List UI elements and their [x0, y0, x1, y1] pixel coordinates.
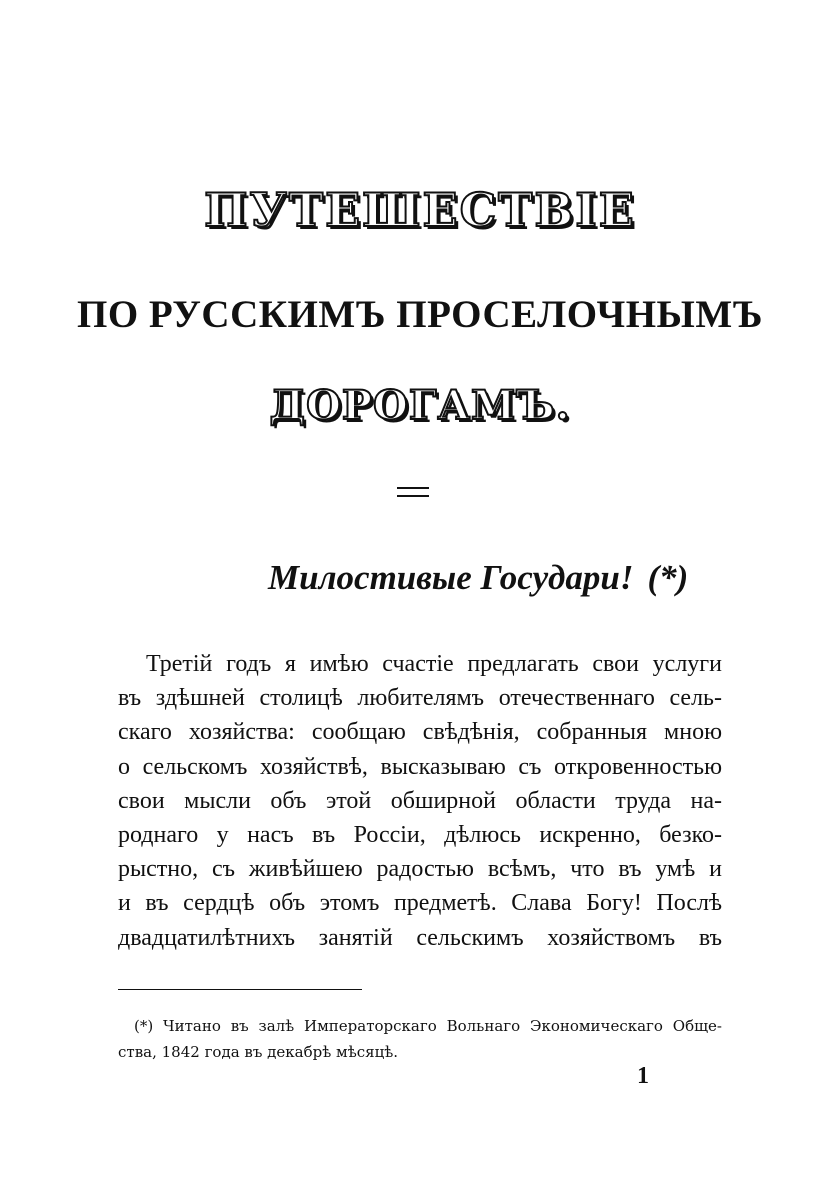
title-line-1: ПУТЕШЕСТВІЕ [204, 183, 636, 237]
body-line: роднаго у насъ въ Россіи, дѣлюсь искренно, безко- [118, 821, 722, 848]
footnote-marker: (*) [647, 558, 689, 597]
salutation-text: Милостивые Государи! [268, 558, 634, 597]
body-line: двадцатилѣтнихъ занятій сельскимъ хозяйствомъ въ [118, 924, 722, 951]
footnote [118, 1013, 722, 1065]
body-line: Третій годъ я имѣю счастіе предлагать свои услуги [146, 651, 722, 677]
body-line: о сельскомъ хозяйствѣ, высказываю съ откровенностью [118, 753, 722, 780]
body-paragraph [118, 647, 722, 955]
title-line-3: ДОРОГАМЪ. [269, 382, 571, 429]
title-divider [397, 487, 429, 497]
body-line: свои мысли объ этой обширной области труда на- [118, 787, 722, 814]
footnote-line-1: (*) Читано въ залѣ Императорскаго Вольнаго Экономическаго Обще- [134, 1017, 722, 1035]
body-line: рыстно, съ живѣйшею радостью всѣмъ, что въ умѣ и [118, 856, 722, 883]
salutation [268, 556, 688, 600]
title-line-2: ПО РУССКИМЪ ПРОСЕЛОЧНЫМЪ [77, 293, 763, 336]
page-number: 1 [637, 1063, 649, 1089]
body-line: скаго хозяйства: сообщаю свѣдѣнія, собранныя мною [118, 719, 722, 746]
footnote-separator [118, 989, 362, 990]
body-line: въ здѣшней столицѣ любителямъ отечественнаго сель- [118, 685, 722, 712]
body-line: и въ сердцѣ объ этомъ предметѣ. Слава Богу! Послѣ [118, 890, 722, 917]
footnote-line-2: ства, 1842 года въ декабрѣ мѣсяцѣ. [118, 1043, 399, 1061]
